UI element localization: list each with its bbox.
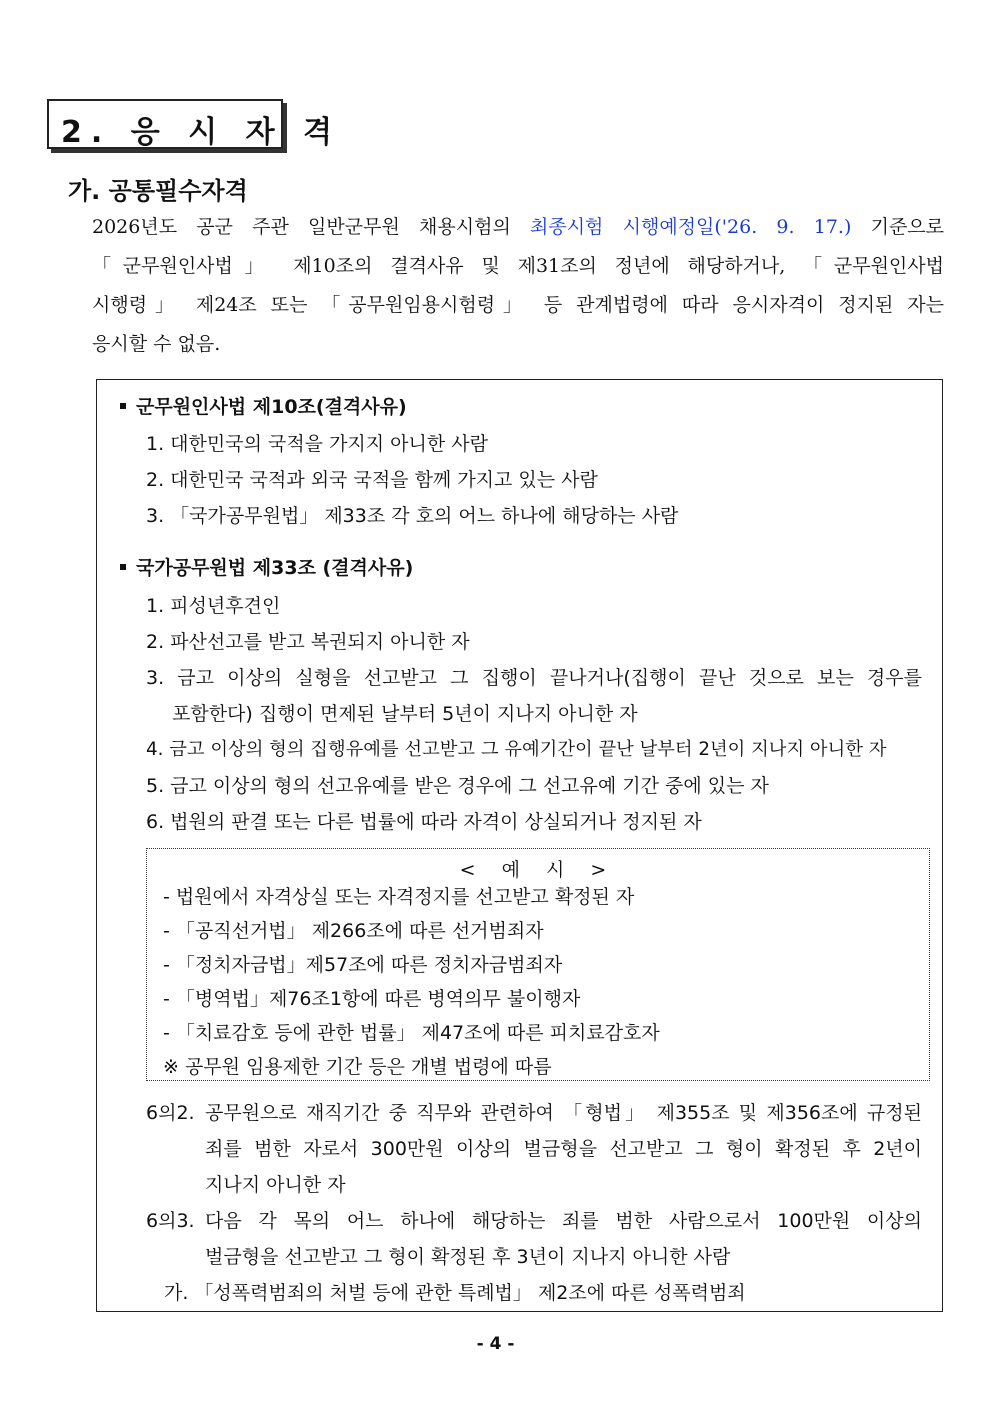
section1-title-text: 군무원인사법 제10조(결격사유) [136, 396, 407, 418]
intro-line-1-end: 기준으로 [851, 216, 945, 238]
section2-title-text: 국가공무원법 제33조 (결격사유) [136, 557, 414, 579]
example-item-4: - 「병역법」제76조1항에 따른 병역의무 불이행자 [163, 988, 581, 1010]
item-6-2-label: 6의2. [146, 1102, 195, 1124]
item-6-3-sub-a: 가. 「성폭력범죄의 처벌 등에 관한 특례법」 제2조에 따른 성폭력범죄 [164, 1282, 746, 1304]
intro-line-2: 「군무원인사법」 제10조의 결격사유 및 제31조의 정년에 해당하거나, 「군무원인사법 [92, 255, 944, 277]
page-number: - 4 - [476, 1334, 515, 1354]
exam-date-highlight: 최종시험 시행예정일('26. 9. 17.) [530, 216, 852, 238]
intro-line-3: 시행령」 제24조 또는 「공무원임용시험령」 등 관계법령에 따라 응시자격이 정지된 자는 [92, 294, 944, 316]
item-6-2-line-3: 지나지 아니한 자 [205, 1174, 346, 1196]
section2-title [120, 553, 413, 580]
section2-item-5: 5. 금고 이상의 형의 선고유예를 받은 경우에 그 선고유예 기간 중에 있는 자 [146, 775, 769, 797]
section2-item-4: 4. 금고 이상의 형의 집행유예를 선고받고 그 유예기간이 끝난 날부터 2년이 지나지 아니한 자 [146, 739, 887, 760]
item-6-3-line-2: 벌금형을 선고받고 그 형이 확정된 후 3년이 지나지 아니한 사람 [205, 1246, 731, 1268]
example-note: ※ 공무원 임용제한 기간 등은 개별 법령에 따름 [163, 1056, 552, 1078]
section2-item-3-cont: 포함한다) 집행이 면제된 날부터 5년이 지나지 아니한 자 [172, 703, 638, 725]
intro-line-4: 응시할 수 없음. [92, 333, 221, 355]
section1-item-1: 1. 대한민국의 국적을 가지지 아니한 사람 [146, 433, 488, 455]
item-6-3-label: 6의3. [146, 1210, 195, 1232]
section-title: 가. 공통필수자격 [68, 177, 248, 205]
section2-item-1: 1. 피성년후견인 [146, 595, 281, 617]
item-6-2-line-2: 죄를 범한 자로서 300만원 이상의 벌금형을 선고받고 그 형이 확정된 후 2년이 [205, 1138, 922, 1160]
square-bullet-icon [120, 564, 126, 570]
section1-item-2: 2. 대한민국 국적과 외국 국적을 함께 가지고 있는 사람 [146, 469, 598, 491]
page-heading-title: 2. 응 시 자 격 [61, 115, 341, 150]
section1-item-3: 3. 「국가공무원법」 제33조 각 호의 어느 하나에 해당하는 사람 [146, 505, 679, 527]
item-6-3-line-1: 다음 각 목의 어느 하나에 해당하는 죄를 범한 사람으로서 100만원 이상의 [205, 1210, 922, 1232]
section2-item-6: 6. 법원의 판결 또는 다른 법률에 따라 자격이 상실되거나 정지된 자 [146, 811, 702, 833]
example-item-1: - 법원에서 자격상실 또는 자격정지를 선고받고 확정된 자 [163, 886, 635, 908]
page-heading-box [47, 99, 341, 150]
example-item-5: - 「치료감호 등에 관한 법률」 제47조에 따른 피치료감호자 [163, 1022, 660, 1044]
item-6-2-line-1: 공무원으로 재직기간 중 직무와 관련하여 「형법」 제355조 및 제356조에 규정된 [205, 1102, 922, 1124]
example-item-2: - 「공직선거법」 제266조에 따른 선거범죄자 [163, 920, 544, 942]
section2-item-2: 2. 파산선고를 받고 복권되지 아니한 자 [146, 631, 470, 653]
section1-title [120, 392, 407, 419]
square-bullet-icon [120, 403, 126, 409]
example-title: < 예 시 > [459, 859, 617, 881]
intro-line-1-start: 2026년도 공군 주관 일반군무원 채용시험의 [92, 216, 530, 238]
section2-item-3: 3. 금고 이상의 실형을 선고받고 그 집행이 끝나거나(집행이 끝난 것으로 보는 경우를 [146, 667, 922, 689]
example-item-3: - 「정치자금법」제57조에 따른 정치자금범죄자 [163, 954, 563, 976]
intro-line-1 [92, 212, 944, 239]
